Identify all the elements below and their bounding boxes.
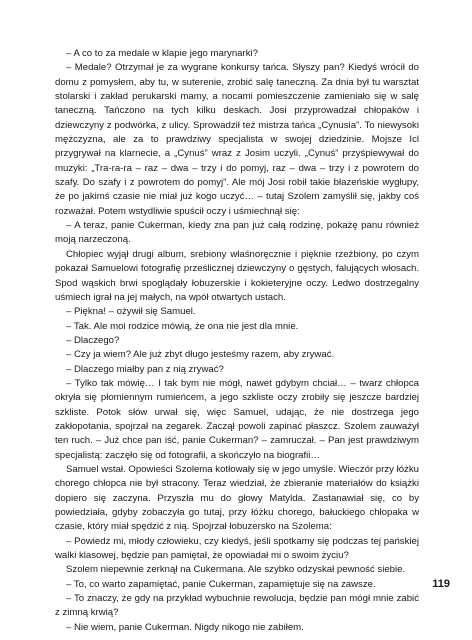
paragraph: – Powiedz mi, młody człowieku, czy kiedyś, jeśli spotkamy się podczas tej pańskiej walki klasowej, będzie pan pamiętał, że opowiadał mi o swoim życiu?	[55, 535, 419, 562]
paragraph: – Piękna! – ożywił się Samuel.	[66, 306, 196, 318]
paragraph: – A teraz, panie Cukerman, kiedy zna pan już całą rodzinę, pokażę panu również moją narzeczoną.	[55, 220, 419, 246]
paragraph: Szolem niepewnie zerknął na Cukermana. Ale szybko odzyskał pewność siebie.	[66, 564, 406, 576]
paragraph: – Czy ja wiem? Ale już zbyt długo jesteśmy razem, aby zrywać.	[66, 349, 335, 361]
page-number: 119	[432, 578, 450, 590]
paragraph: – Tylko tak mówię… I tak bym nie mógł, nawet gdybym chciał… – twarz chłopca okryła się płomiennym rumieńcem, a jego szkliste oczy zrobiły się jeszcze bardziej szkliste. Potok słów urwał się, więc Samuel, udając, że nie dostrzega jego zakłopotania, spojrzał na zegarek. Zaczął powoli zapinać płaszcz. Szolem zauważył ten ruch. – Już chce pan iść, panie Cukerman? – zamruczał. – Pan jest prawdziwym specjalistą: zaczęło się od fotografii, a skończyło na biografii…	[55, 377, 419, 461]
paragraph: – Tak. Ale moi rodzice mówią, że ona nie jest dla mnie.	[66, 320, 299, 332]
paragraph: – A co to za medale w klapie jego marynarki?	[66, 48, 258, 59]
paragraph: – Dlaczego miałby pan z nią zrywać?	[66, 363, 224, 375]
paragraph: – To, co warto zapamiętać, panie Cukerman, zapamiętuje się na zawsze.	[66, 578, 376, 590]
paragraph: – Medale? Otrzymał je za wygrane konkursy tańca. Słyszy pan? Kiedyś wrócił do domu z pomysłem, aby tu, w suterenie, zrobić salę taneczną. Za dnia był tu warsztat stolarski i zakład perukarski mamy, a nocami pomieszczenie zamieniało się w salę taneczną. Tańczono na tych kilku deskach. Josi przyprowadzał chłopaków i dziewczyny z podwórka, z ulicy. Sprowadził też mistrza tańca „Cynusia”. To niewysoki mężczyzna, ale za to prawdziwy specjalista w swojej dziedzinie. Mojsze Icl przygrywał na klarnecie, a „Cynuś” wraz z Josim uczyli. „Cynuś” przyśpiewywał do muzyki: „Tra-ra-ra – raz – dwa – trzy i do pomyj, raz – dwa – trzy i z powrotem do szafy. Do szafy i z powrotem do pomyj”. Ale mój Josi robił takie błazeńskie wygłupy, że po jakimś czasie nie miał już kogo uczyć… – tutaj Szolem zamyślił się, jakby coś rozważał. Potem wstydliwie spuścił oczy i uśmiechnął się:	[55, 62, 419, 217]
paragraph: Chłopiec wyjął drugi album, srebiony właśnoręcznie i pięknie rzeźbiony, po czym pokazał Samuelowi fotografię prześlicznej dziewczyny o gęstych, falujących włosach. Spod wąskich brwi spoglądały łobuzerskie i kokieteryjne oczy. Ledwo dostrzegalny uśmiech igrał na jej małych, na wpół otwartych ustach.	[55, 248, 419, 303]
paragraph: – Nie wiem, panie Cukerman. Nigdy nikogo nie zabiłem.	[66, 621, 304, 633]
page-text	[55, 47, 419, 635]
paragraph: – To znaczy, że gdy na przykład wybuchnie rewolucja, będzie pan mógł mnie zabić z zimną krwią?	[55, 593, 419, 619]
paragraph: Samuel wstał. Opowieści Szolema kotłowały się w jego umyśle. Wieczór przy łóżku chorego chłopca nie był stracony. Teraz wiedział, że zbieranie materiałów do książki dopiero się zaczyna. Przyszła mu do głowy Matylda. Zastanawiał się, co by powiedziała, gdyby zobaczyła go tutaj, przy łóżku chorego, bałuckiego chłopaka w czasie, który miał spędzić z nią. Spojrzał łobuzersko na Szolema:	[55, 463, 419, 533]
paragraph: – Dlaczego?	[66, 334, 120, 346]
